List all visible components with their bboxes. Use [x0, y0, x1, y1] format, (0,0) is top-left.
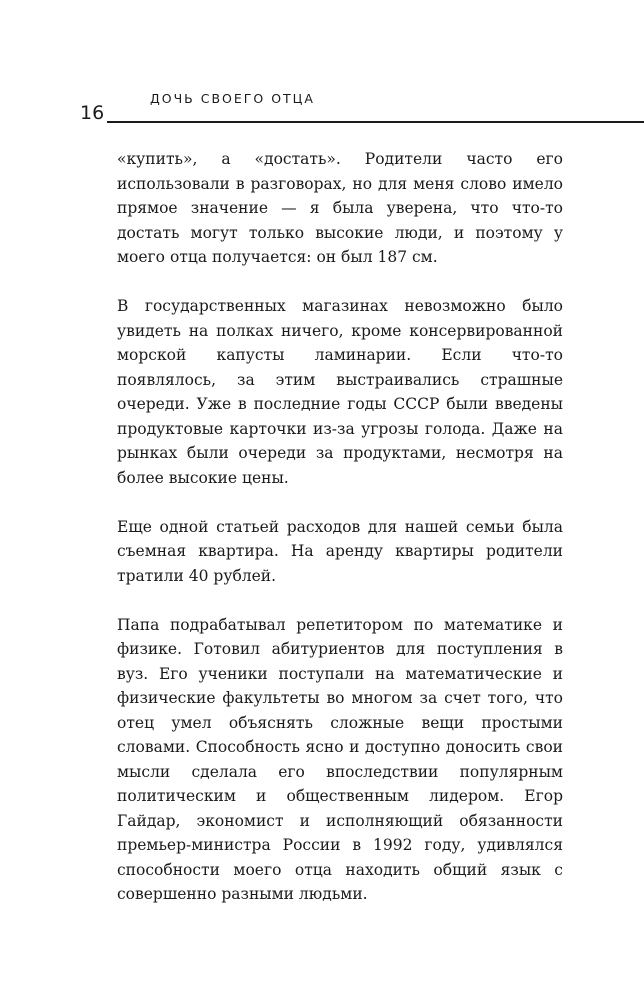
page-number: 16 — [80, 102, 105, 124]
paragraph-1: «купить», а «достать». Родители часто его использовали в разговорах, но для меня слово имело прямое значение — я была уверена, что что-то достать могут только высокие люди, и поэтому у моего отца получается: он был 187 см. — [117, 150, 563, 266]
body-text — [117, 147, 563, 907]
paragraph-4: Папа подрабатывал репетитором по математике и физике. Готовил абитуриентов для поступления в вуз. Его ученики поступали на математические и физические факультеты во многом за счет того, что отец умел объяснять сложные вещи простыми словами. Способность ясно и доступно доносить свои мысли сделала его впоследствии популярным политическим и общественным лидером. Егор Гайдар, экономист и исполняющий обязанности премьер-министра России в 1992 году, удивлялся способности моего отца находить общий язык с совершенно разными людьми. — [117, 615, 563, 903]
header-divider — [107, 121, 644, 123]
paragraph-3: Еще одной статьей расходов для нашей семьи была съемная квартира. На аренду квартиры родители тратили 40 рублей. — [117, 517, 563, 585]
paragraph-2: В государственных магазинах невозможно было увидеть на полках ничего, кроме консервированной морской капусты ламинарии. Если что-то появлялось, за этим выстраивались страшные очереди. Уже в последние годы СССР были введены продуктовые карточки из-за угрозы голода. Даже на рынках были очереди за продуктами, несмотря на более высокие цены. — [117, 297, 563, 487]
running-header-title: ДОЧЬ СВОЕГО ОТЦА — [150, 91, 315, 106]
